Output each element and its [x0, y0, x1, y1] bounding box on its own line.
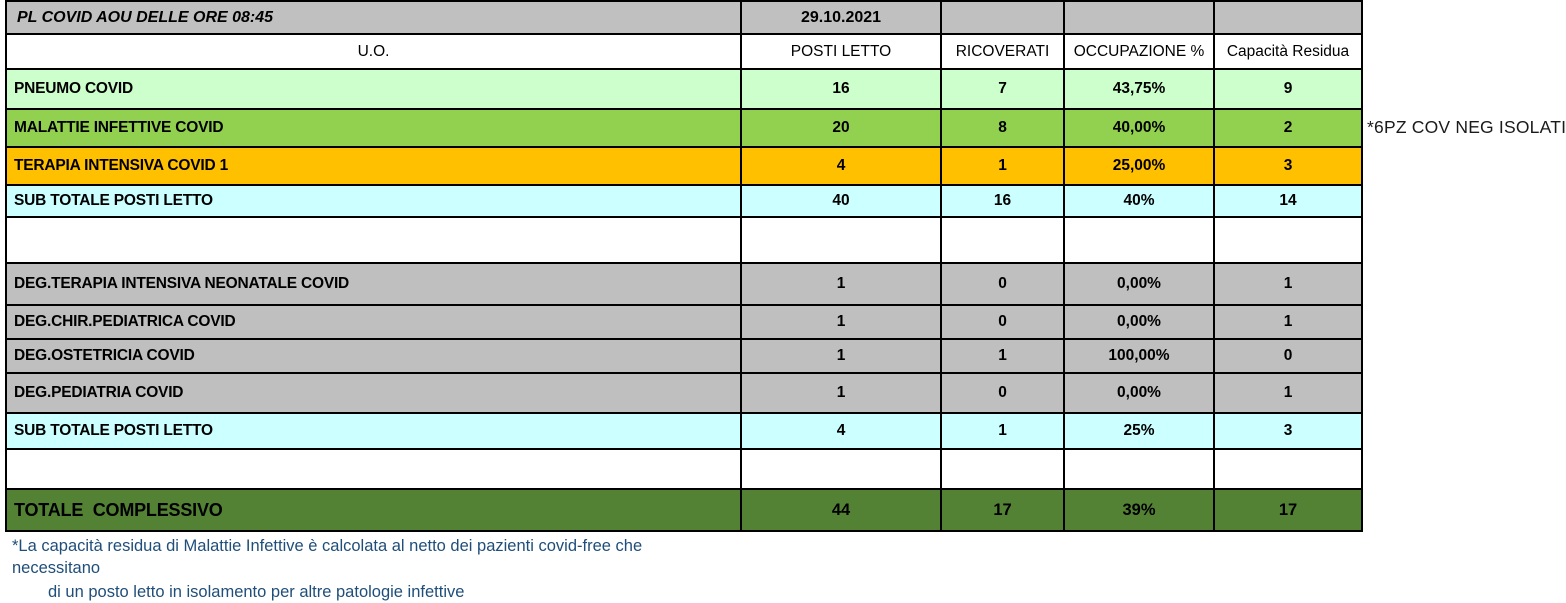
side-note-cov-neg-isolati: *6PZ COV NEG ISOLATI: [1367, 117, 1566, 137]
covid-beds-table: [5, 0, 1363, 532]
col-header-posti-letto: POSTI LETTO: [741, 34, 941, 69]
table-row-subtotale-2: [6, 413, 1362, 449]
capacita-cell: 1: [1214, 373, 1362, 413]
report-title: PL COVID AOU DELLE ORE 08:45: [6, 1, 741, 34]
capacita-cell: 3: [1214, 413, 1362, 449]
capacita-cell: 3: [1214, 147, 1362, 185]
capacita-cell: 14: [1214, 185, 1362, 217]
empty-cell: [6, 217, 741, 263]
table-row-terapia-intensiva: [6, 147, 1362, 185]
posti-letto-cell: 1: [741, 263, 941, 305]
ricoverati-cell: 0: [941, 305, 1064, 339]
occupazione-cell: 40,00%: [1064, 109, 1214, 147]
report-date: 29.10.2021: [741, 1, 941, 34]
occupazione-cell: 39%: [1064, 489, 1214, 531]
empty-row: [6, 449, 1362, 489]
row-label: DEG.OSTETRICIA COVID: [6, 339, 741, 373]
ricoverati-cell: 7: [941, 69, 1064, 109]
table-row-pneumo: [6, 69, 1362, 109]
title-row: [6, 1, 1362, 34]
capacita-cell: 17: [1214, 489, 1362, 531]
ricoverati-cell: 1: [941, 339, 1064, 373]
posti-letto-cell: 4: [741, 413, 941, 449]
row-label: DEG.CHIR.PEDIATRICA COVID: [6, 305, 741, 339]
empty-cell: [1214, 1, 1362, 34]
posti-letto-cell: 1: [741, 373, 941, 413]
occupazione-cell: 25,00%: [1064, 147, 1214, 185]
empty-cell: [941, 449, 1064, 489]
empty-cell: [1214, 217, 1362, 263]
footnote-line-3: di un posto letto in isolamento per altre patologie infettive: [48, 583, 465, 601]
posti-letto-cell: 1: [741, 305, 941, 339]
ricoverati-cell: 0: [941, 373, 1064, 413]
col-header-uo: U.O.: [6, 34, 741, 69]
posti-letto-cell: 4: [741, 147, 941, 185]
table-row-chir-pediatrica: [6, 305, 1362, 339]
empty-cell: [941, 217, 1064, 263]
capacita-cell: 2: [1214, 109, 1362, 147]
col-header-capacita: Capacità Residua: [1214, 34, 1362, 69]
table-row-ostetricia: [6, 339, 1362, 373]
occupazione-cell: 40%: [1064, 185, 1214, 217]
row-label: DEG.PEDIATRIA COVID: [6, 373, 741, 413]
row-label: DEG.TERAPIA INTENSIVA NEONATALE COVID: [6, 263, 741, 305]
empty-cell: [6, 449, 741, 489]
row-label: TOTALE COMPLESSIVO: [6, 489, 741, 531]
empty-cell: [941, 1, 1064, 34]
ricoverati-cell: 16: [941, 185, 1064, 217]
footnote-line-2: necessitano: [12, 559, 101, 577]
ricoverati-cell: 8: [941, 109, 1064, 147]
posti-letto-cell: 20: [741, 109, 941, 147]
footnote-line-1: *La capacità residua di Malattie Infettive è calcolata al netto dei pazienti covid-free che: [12, 537, 643, 555]
occupazione-cell: 43,75%: [1064, 69, 1214, 109]
empty-cell: [1064, 449, 1214, 489]
col-header-occupazione: OCCUPAZIONE %: [1064, 34, 1214, 69]
row-label: PNEUMO COVID: [6, 69, 741, 109]
ricoverati-cell: 17: [941, 489, 1064, 531]
empty-cell: [1214, 449, 1362, 489]
occupazione-cell: 100,00%: [1064, 339, 1214, 373]
ricoverati-cell: 1: [941, 413, 1064, 449]
row-label: TERAPIA INTENSIVA COVID 1: [6, 147, 741, 185]
capacita-cell: 1: [1214, 263, 1362, 305]
column-header-row: [6, 34, 1362, 69]
occupazione-cell: 25%: [1064, 413, 1214, 449]
row-label: SUB TOTALE POSTI LETTO: [6, 413, 741, 449]
table-row-neonatale: [6, 263, 1362, 305]
table-row-malattie-infettive: [6, 109, 1362, 147]
empty-cell: [1064, 1, 1214, 34]
empty-cell: [741, 449, 941, 489]
posti-letto-cell: 16: [741, 69, 941, 109]
occupazione-cell: 0,00%: [1064, 263, 1214, 305]
empty-cell: [741, 217, 941, 263]
empty-cell: [1064, 217, 1214, 263]
row-label: SUB TOTALE POSTI LETTO: [6, 185, 741, 217]
empty-row: [6, 217, 1362, 263]
ricoverati-cell: 0: [941, 263, 1064, 305]
capacita-cell: 1: [1214, 305, 1362, 339]
posti-letto-cell: 1: [741, 339, 941, 373]
capacita-cell: 0: [1214, 339, 1362, 373]
posti-letto-cell: 40: [741, 185, 941, 217]
occupazione-cell: 0,00%: [1064, 373, 1214, 413]
table-row-totale-complessivo: [6, 489, 1362, 531]
table-row-pediatria: [6, 373, 1362, 413]
capacita-cell: 9: [1214, 69, 1362, 109]
footnote: [12, 535, 642, 603]
col-header-ricoverati: RICOVERATI: [941, 34, 1064, 69]
table-row-subtotale-1: [6, 185, 1362, 217]
occupazione-cell: 0,00%: [1064, 305, 1214, 339]
posti-letto-cell: 44: [741, 489, 941, 531]
row-label: MALATTIE INFETTIVE COVID: [6, 109, 741, 147]
ricoverati-cell: 1: [941, 147, 1064, 185]
